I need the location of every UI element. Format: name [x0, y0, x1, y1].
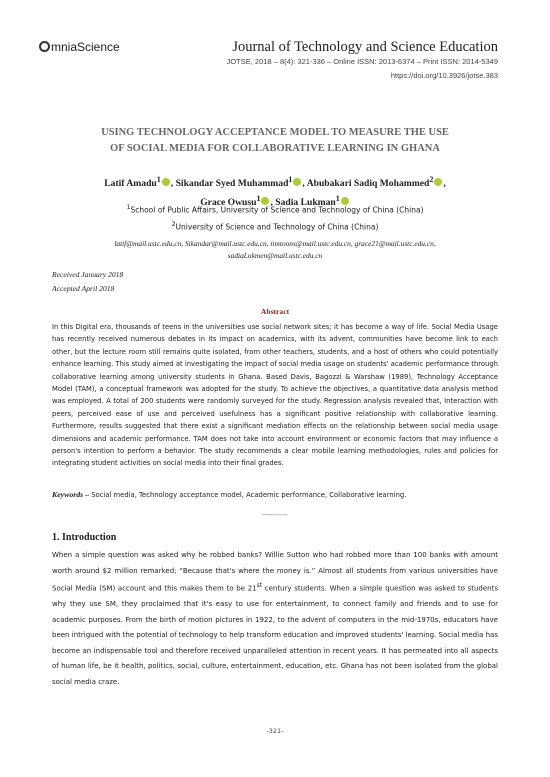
introduction-text-part-2: century students. When a simple question was asked to students why they use SM, they proclaimed that it's easy to use for entertainment, to connect family and friends and to use for academic purposes. From the birth of motion pictures in 1922, to the advent of computers in the mid-1970s, educators have been intrigued with the potential of technology to help transform education and improved students' learning. Social media has become an indispensable tool and therefore received unparalleled attention in recent years. It has permeated into all aspects of human life, be it health, politics, social, culture, entertainment, education, etc. Ghana has not been isolated from the global social media craze.: [52, 584, 498, 687]
orcid-icon[interactable]: [434, 178, 442, 186]
page-number: -321-: [266, 727, 284, 735]
keywords: [52, 490, 498, 499]
author-name: Grace Owusu: [200, 197, 257, 209]
affiliation-sup: 1: [126, 204, 131, 211]
keywords-label: Keywords –: [52, 490, 90, 499]
orcid-icon[interactable]: [293, 178, 301, 186]
paper-title-line-2: OF SOCIAL MEDIA FOR COLLABORATIVE LEARNING IN GHANA: [110, 143, 440, 154]
author-name: Abubakari Sadiq Mohammed: [306, 178, 430, 190]
author-affiliation-sup: 1: [256, 194, 261, 204]
affiliation-text: University of Science and Technology of China (China): [175, 222, 379, 232]
author-affiliation-sup: 1: [156, 175, 161, 184]
author-list: Latif Amadu$^1$ , Sikandar Syed Muhammad$^1$ , Abubakari Sadiq Mohammed$^2$ , Grace Owusu$^1$ , Sadia Lukman$^1$: [104, 175, 446, 209]
email-line-2[interactable]: sadiaLukmen@mail.ustc.edu.cn: [227, 251, 323, 260]
doi-link[interactable]: https://doi.org/10.3926/jotse.383: [390, 71, 498, 80]
publisher-logo: [39, 40, 120, 54]
author-name: Latif Amadu: [104, 178, 157, 190]
affiliation-sup: 2: [171, 221, 176, 228]
paper-title: [40, 125, 510, 157]
affiliation-2: [40, 221, 510, 232]
introduction-heading: 1. Introduction: [52, 532, 117, 543]
author-name: Sadia Lukman: [275, 197, 336, 209]
author-affiliation-sup: 1: [335, 194, 340, 204]
publisher-logo-text: mniaScience: [51, 40, 120, 54]
author-affiliation-sup: 2: [429, 175, 434, 184]
journal-title: Journal of Technology and Science Education: [232, 39, 498, 55]
century-ordinal-sup: st: [256, 583, 262, 590]
author-name: Sikandar Syed Muhammad: [175, 178, 289, 190]
orcid-icon[interactable]: [162, 178, 170, 186]
keywords-text: Social media, Technology acceptance model, Academic performance, Collaborative learning.: [91, 491, 407, 499]
introduction-text: [52, 548, 498, 691]
section-separator: ----------: [262, 511, 288, 519]
accepted-date: Accepted April 2018: [52, 284, 115, 293]
email-line-1[interactable]: latif@mail.ustc.edu.cn, Sikandar@mail.ustc.edu.cn, timtoons@mail.ustc.edu.cn, grace21@mail.ustc.edu.cn,: [114, 239, 436, 248]
abstract-heading: Abstract: [260, 307, 290, 316]
received-date: Received January 2018: [52, 270, 124, 279]
affiliation-text: School of Public Affairs, University of Science and Technology of China (China): [130, 205, 424, 215]
affiliation-1: [40, 204, 510, 215]
author-emails: [40, 238, 510, 262]
paper-title-line-1: USING TECHNOLOGY ACCEPTANCE MODEL TO MEASURE THE USE: [101, 127, 449, 138]
article-dates: [52, 268, 123, 296]
logo-omega-icon: [39, 41, 50, 52]
introduction-text-part-1: When a simple question was asked why he robbed banks? Willie Sutton who had robbed more than 100 banks with amount worth around $2 million remarked; “Because that's where the money is.” Almost all students from various universities have Social Media (SM) account and this makes them to be 21: [52, 551, 498, 593]
journal-meta: JOTSE, 2018 – 8(4): 321-336 – Online ISSN: 2013-6374 – Print ISSN: 2014-5349: [226, 57, 498, 66]
abstract-text: In this Digital era, thousands of teens in the universities use social network sites; it has become a way of life. Social Media Usage has recently received numerous debates in its impact on academics, with its advent, communities have become link to each other, but the lecture room still remains quite isolated, from other teachers, students, and a host of others who could potentially enhance learning. This study aimed at investigating the impact of social media usage on students' academic performance through collaborative learning among university students in Ghana. Based Davis, Bagozzi & Warshaw (1989), Technology Acceptance Model (TAM), a conceptual framework was adopted for the study. To achieve the objectives, a quantitative data analysis method was employed. A total of 200 students were randomly surveyed for the study. Regression analysis revealed that, Interaction with peers, perceived ease of use and perceived usefulness has a significant positive relationship with collaborative learning. Furthermore, results suggested that there exist a significant mediation effects on the relationship between social media usage dimensions and academic performance. TAM does not take into account environment or economic factors that may influence a person's intention to perform a behavior. The study recommends a clear mobile learning methodologies, rules and policies for integrating student activities on social media into their final grades.: [52, 323, 498, 468]
author-affiliation-sup: 1: [288, 175, 293, 184]
